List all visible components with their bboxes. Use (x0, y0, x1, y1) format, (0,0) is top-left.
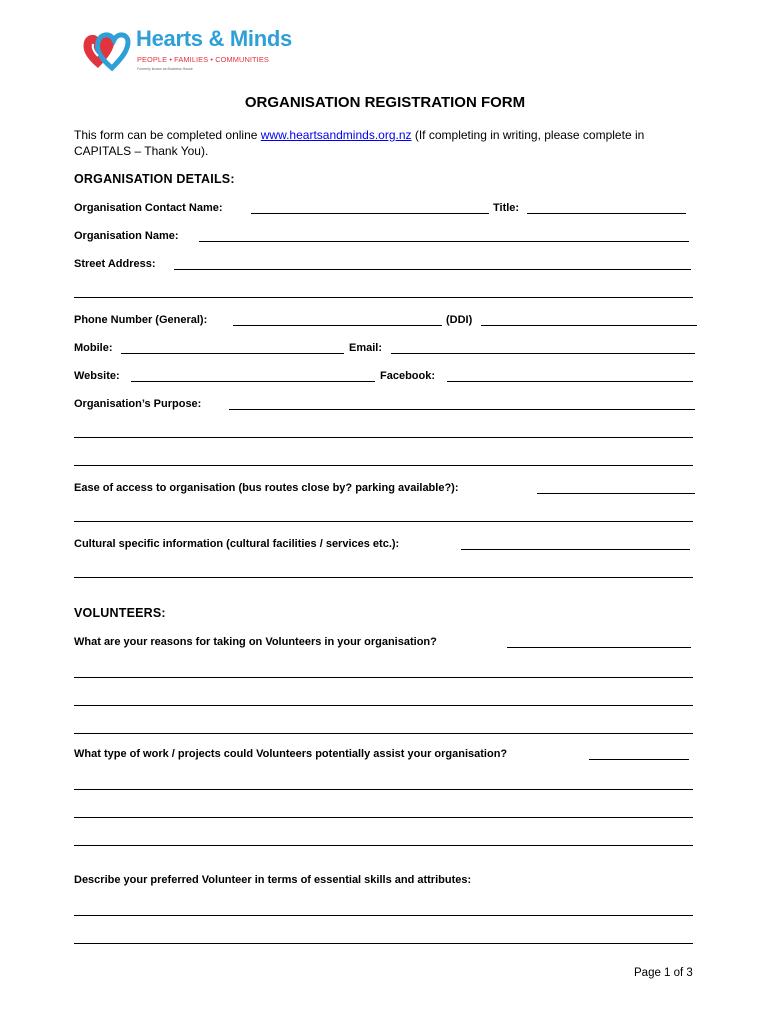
volunteer-reasons-field-4[interactable] (74, 720, 693, 734)
intro-after: (If completing in writing, please complete in CAPITALS – Thank You). (74, 128, 645, 158)
ease-of-access-field[interactable] (537, 480, 695, 494)
website-link[interactable]: www.heartsandminds.org.nz (260, 128, 412, 142)
title-label: Title: (493, 202, 520, 214)
preferred-volunteer-field[interactable] (74, 902, 693, 916)
preferred-volunteer-label: Describe your preferred Volunteer in terms of essential skills and attributes: (74, 874, 472, 886)
logo-tagline: PEOPLE • FAMILIES • COMMUNITIES (137, 55, 269, 64)
title-field[interactable] (527, 200, 686, 214)
organisation-name-label: Organisation Name: (74, 230, 179, 242)
work-type-field-4[interactable] (74, 832, 693, 846)
organisation-name-field[interactable] (199, 228, 689, 242)
facebook-label: Facebook: (380, 370, 436, 382)
ease-of-access-label: Ease of access to organisation (bus routes close by? parking available?): (74, 482, 459, 494)
preferred-volunteer-field-2[interactable] (74, 930, 693, 944)
page-number: Page 1 of 3 (634, 967, 693, 979)
intro-text (74, 127, 704, 159)
cultural-info-field-2[interactable] (74, 564, 693, 578)
logo-wordmark: Hearts & Minds (136, 26, 292, 51)
contact-name-field[interactable] (251, 200, 489, 214)
overlapping-hearts-icon (80, 28, 132, 72)
email-label: Email: (349, 342, 383, 354)
mobile-field[interactable] (121, 340, 344, 354)
website-field[interactable] (131, 368, 375, 382)
work-type-field-3[interactable] (74, 804, 693, 818)
ddi-field[interactable] (481, 312, 697, 326)
work-type-field[interactable] (589, 746, 689, 760)
form-title: ORGANISATION REGISTRATION FORM (244, 94, 526, 111)
intro-before: This form can be completed online (74, 128, 261, 142)
email-field[interactable] (391, 340, 695, 354)
mobile-label: Mobile: (74, 342, 113, 354)
purpose-field[interactable] (229, 396, 695, 410)
hearts-and-minds-logo (80, 26, 292, 80)
contact-name-label: Organisation Contact Name: (74, 202, 223, 214)
purpose-field-2[interactable] (74, 424, 693, 438)
cultural-info-label: Cultural specific information (cultural facilities / services etc.): (74, 538, 400, 550)
ddi-label: (DDI) (446, 314, 473, 326)
purpose-label: Organisation’s Purpose: (74, 398, 202, 410)
volunteer-reasons-field[interactable] (507, 634, 691, 648)
work-type-label: What type of work / projects could Volunteers potentially assist your organisation? (74, 748, 508, 760)
phone-general-label: Phone Number (General): (74, 314, 208, 326)
facebook-field[interactable] (447, 368, 693, 382)
volunteer-reasons-label: What are your reasons for taking on Volunteers in your organisation? (74, 636, 437, 648)
volunteer-reasons-field-3[interactable] (74, 692, 693, 706)
street-address-label: Street Address: (74, 258, 156, 270)
logo-subline: Formerly known as Business House (137, 67, 193, 71)
phone-general-field[interactable] (233, 312, 442, 326)
organisation-details-heading: ORGANISATION DETAILS: (74, 172, 235, 186)
street-address-field[interactable] (174, 256, 691, 270)
purpose-field-3[interactable] (74, 452, 693, 466)
ease-of-access-field-2[interactable] (74, 508, 693, 522)
website-label: Website: (74, 370, 120, 382)
work-type-field-2[interactable] (74, 776, 693, 790)
volunteers-heading: VOLUNTEERS: (74, 606, 166, 620)
volunteer-reasons-field-2[interactable] (74, 664, 693, 678)
street-address-field-2[interactable] (74, 284, 693, 298)
cultural-info-field[interactable] (461, 536, 690, 550)
